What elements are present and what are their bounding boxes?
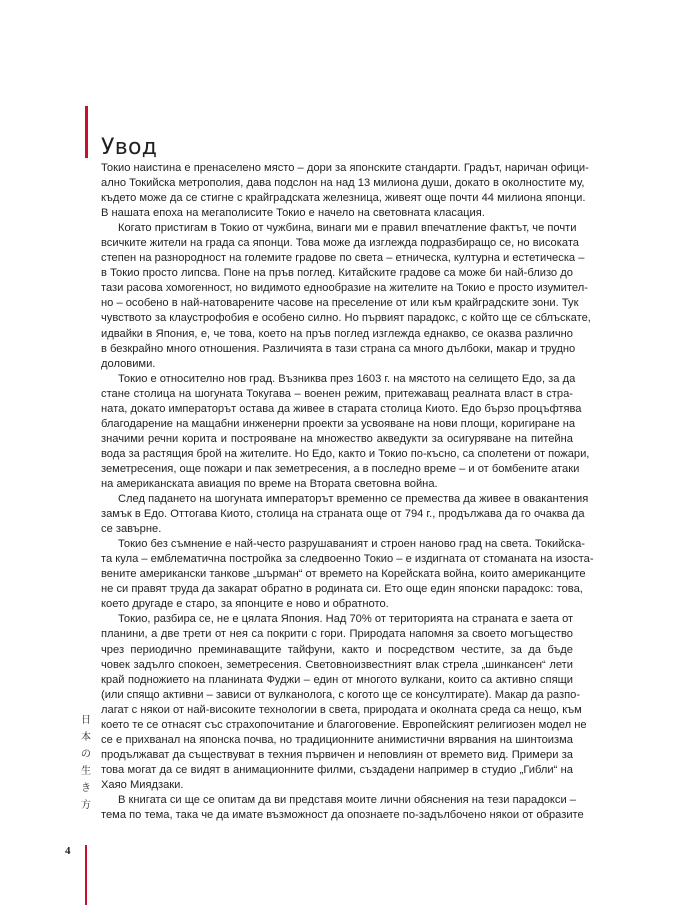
- text-line: лагат с някои от най-високите технологии в света, природата и околната среда са нещо, към: [101, 703, 582, 716]
- text-line: замък в Едо. Оттогава Киото, столица на страната още от 794 г., продължава да го очаква да: [101, 508, 585, 521]
- text-line: вода за растящия брой на жителите. Но Едо, както и Токио по-късно, са сполетени от пожари,: [101, 447, 590, 460]
- title-accent-bar: [85, 106, 88, 158]
- body-text: [101, 161, 594, 823]
- text-line: ално Токийска метрополия, дава подслон на над 13 милиона души, докато в околностите му,: [101, 177, 585, 190]
- text-line: всичките жители на града са японци. Това може да изглежда подразбиращо се, но високата: [101, 237, 579, 250]
- text-line: (или спящо активни – зависи от вулканолога, с когото ще се консултирате). Макар да разпо-: [101, 688, 581, 701]
- text-line: степен на разнородност на големите градове по света – етническа, културна и естетическа –: [101, 252, 585, 265]
- paragraph: [101, 612, 587, 793]
- side-character: 生: [81, 766, 91, 777]
- text-line: планини, а две трети от нея са покрити с гори. Природата напомня за своето могъщество: [101, 628, 573, 641]
- chapter-title: Увод: [101, 134, 158, 160]
- text-line: не си правят труда да закарат обратно в родината си. Ето още един японски парадокс: това,: [101, 583, 583, 596]
- side-character: 本: [81, 732, 91, 743]
- text-line: което те се отнасят със страхопочитание и благоговение. Европейският религиозен модел не: [101, 718, 587, 731]
- side-character: き: [81, 783, 91, 794]
- text-line: ната, докато императорът остава да живее в старата столица Киото. Едо бързо процъфтява: [101, 402, 582, 415]
- paragraph: [101, 372, 590, 492]
- text-line: в Токио просто липсва. Поне на пръв поглед. Китайските градове са може би най-близо до: [101, 267, 573, 280]
- text-line: В нашата епоха на мегаполисите Токио е начело на световната класация.: [101, 207, 485, 220]
- text-line: След падането на шогуната императорът временно се премества да живее в овакантения: [118, 493, 589, 506]
- text-line: тема по тема, така че да имате възможност да опознаете по-задълбочено някои от образите: [101, 809, 584, 822]
- text-line: чувството за клаустрофобия е особено силно. Но първият парадокс, с който ще се сблъскате,: [101, 312, 591, 325]
- side-character: 日: [81, 715, 91, 726]
- text-line: Токио, разбира се, не е цялата Япония. Над 70% от територията на страната е заета от: [118, 613, 574, 626]
- text-line: чрез периодично преминаващите тайфуни, както и посредством честите, за да бъде: [101, 643, 573, 656]
- text-line: Токио без съмнение е най-често разрушаваният и строен наново град на света. Токийска-: [118, 538, 585, 551]
- text-line: но – особено в най-натоварените часове на преселение от или към крайградските зони. Тук: [101, 297, 579, 310]
- text-line: където може да се стигне с крайградската железница, живеят още почти 44 милиона японци.: [101, 192, 586, 205]
- text-line: край подножието на планината Фуджи – един от многото вулкани, които са активно спящи: [101, 673, 573, 686]
- side-running-title: [79, 715, 93, 812]
- text-line: което другаде е старо, за японците е ново и обратното.: [101, 598, 389, 611]
- text-line: човек задълго спокоен, земетресения. Световноизвестният влак стрела „шинкансен“ лети: [101, 658, 573, 671]
- side-character: 方: [81, 800, 91, 811]
- text-line: се е прихванал на японска почва, но традиционните анимистични вярвания на шинтоизма: [101, 733, 573, 746]
- text-line: доловими.: [101, 357, 156, 370]
- text-line: земетресения, още пожари и пак земетресения, а в последно време – и от бомбените атаки: [101, 462, 580, 475]
- text-line: на американската авиация по време на Втората световна война.: [101, 477, 438, 490]
- side-character: の: [81, 749, 91, 760]
- text-line: благодарение на мащабни инженерни проекти за усвояване на нови площи, коригиране на: [101, 417, 576, 430]
- paragraph: [101, 793, 584, 823]
- text-line: значими речни корита и построяване на множество акведукти за осигуряване на питейна: [101, 432, 573, 445]
- paragraph: [101, 161, 589, 221]
- text-line: идвайки в Япония, е, че това, което на пръв поглед изглежда еднакво, се оказва различно: [101, 327, 573, 340]
- text-line: стане столица на шогуната Токугава – военен режим, притежаващ реалната власт в стра-: [101, 387, 573, 400]
- text-line: вените американски танкове „шърман“ от времето на Корейската война, които американците: [101, 568, 586, 581]
- paragraph: [101, 492, 589, 537]
- footer-accent-bar: [85, 845, 87, 905]
- text-line: В книгата си ще се опитам да ви представя моите лични обяснения на тези парадокси –: [118, 793, 576, 806]
- page-number: 4: [65, 845, 71, 857]
- paragraph: [101, 221, 591, 371]
- paragraph: [101, 537, 594, 612]
- text-line: Хаяо Миядзаки.: [101, 778, 184, 791]
- text-line: това могат да се видят в анимационните филми, създадени например в студио „Гибли“ на: [101, 763, 573, 776]
- text-line: Токио е относително нов град. Възниква през 1603 г. на мястото на селището Едо, за да: [118, 372, 576, 385]
- text-line: та кула – емблематична постройка за следвоенно Токио – е издигната от стоманата на изоста-: [101, 553, 594, 566]
- text-line: продължават да съществуват в техния първичен и неповлиян от времето вид. Примери за: [101, 748, 573, 761]
- text-line: Когато пристигам в Токио от чужбина, винаги ми е правил впечатление фактът, че почти: [118, 222, 577, 235]
- text-line: се завърне.: [101, 523, 162, 536]
- text-line: тази расова хомогенност, но видимото еднообразие на жителите на Токио е просто изумител-: [101, 282, 588, 295]
- text-line: в безкрайно много отношения. Различията в тази страна са много дълбоки, макар и трудно: [101, 342, 576, 355]
- text-line: Токио наистина е пренаселено място – дори за японските стандарти. Градът, наричан офици-: [101, 162, 589, 174]
